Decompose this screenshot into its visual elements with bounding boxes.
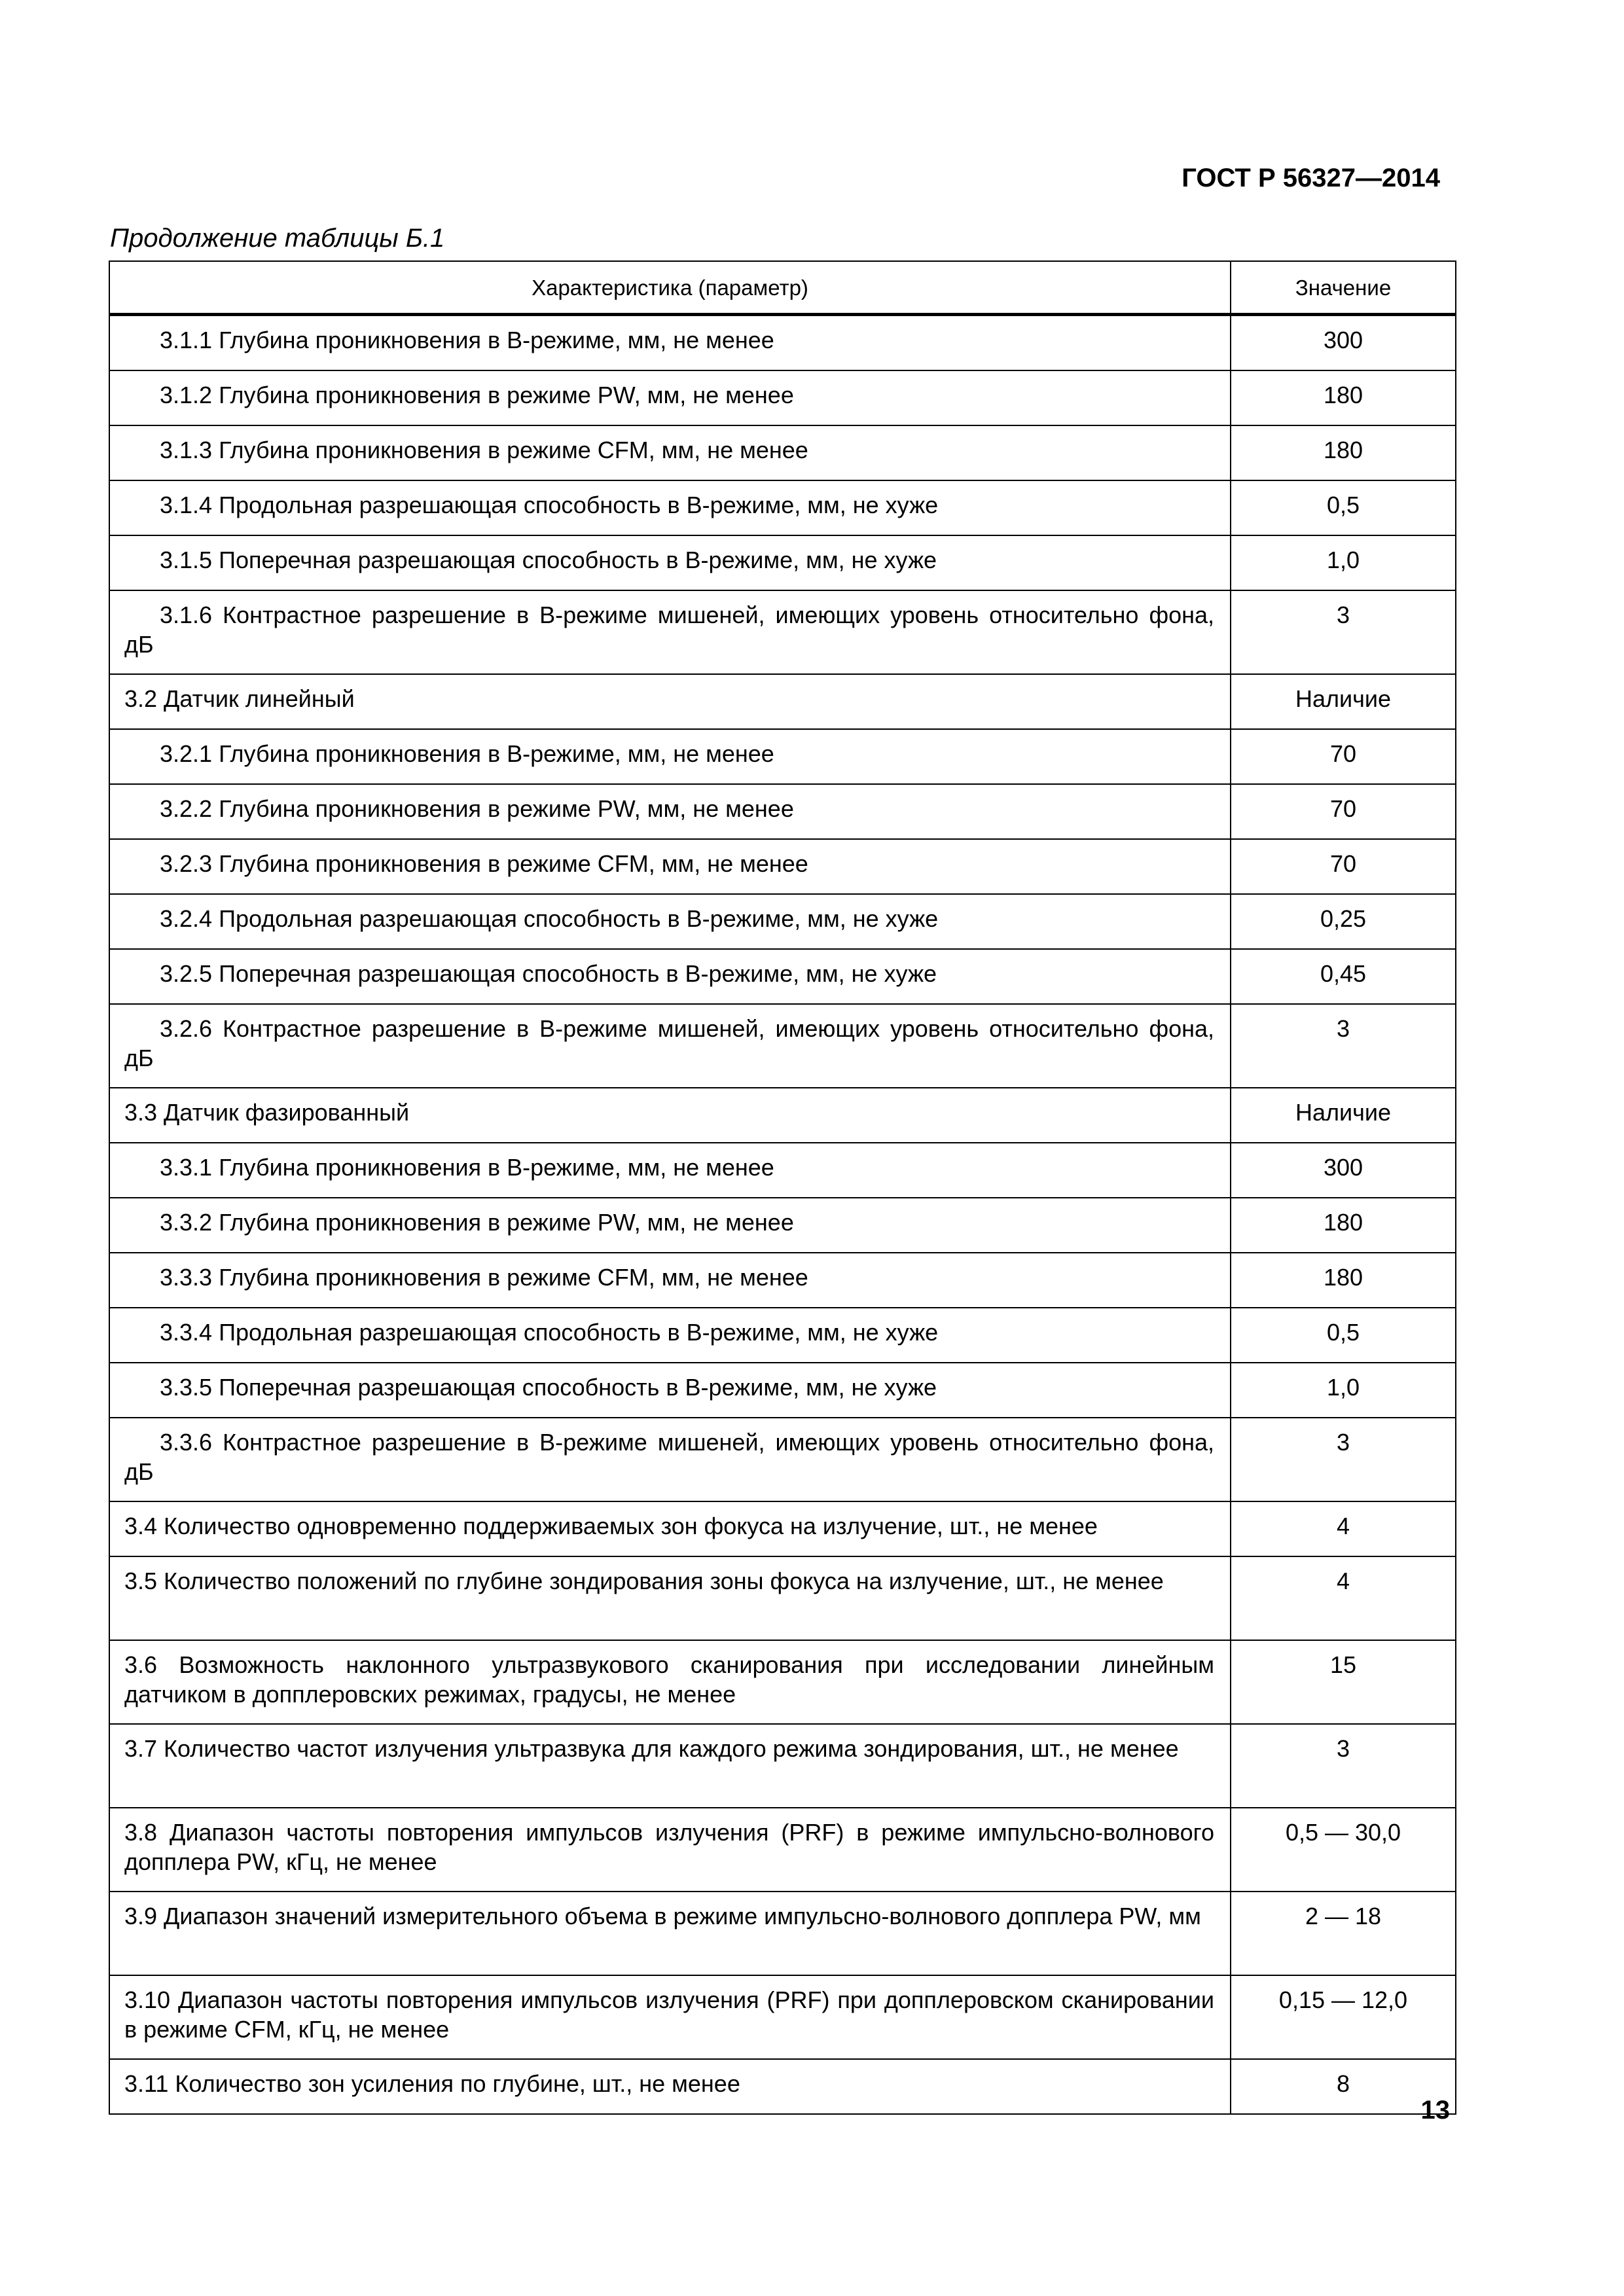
value-cell: 0,5 [1231,480,1456,535]
table-row [109,590,1456,674]
param-cell: 3.2.2 Глубина проникновения в режиме PW, мм, не менее [109,784,1231,839]
value-cell: 70 [1231,839,1456,894]
param-cell: 3.1.6 Контрастное разрешение в В-режиме мишеней, имеющих уровень относительно фона, дБ [109,590,1231,674]
value-cell: 8 [1231,2059,1456,2114]
value-cell: 0,45 [1231,949,1456,1004]
table-row [109,949,1456,1004]
table-row [109,370,1456,425]
value-cell: 0,15 — 12,0 [1231,1975,1456,2059]
table-header-row [109,261,1456,315]
value-cell: 180 [1231,1198,1456,1253]
param-cell: 3.9 Диапазон значений измерительного объема в режиме импульсно-волнового допплера PW, мм [109,1892,1231,1975]
value-cell: 1,0 [1231,1363,1456,1418]
param-cell: 3.1.5 Поперечная разрешающая способность в В-режиме, мм, не хуже [109,535,1231,590]
param-cell: 3.1.4 Продольная разрешающая способность в В-режиме, мм, не хуже [109,480,1231,535]
param-cell: 3.6 Возможность наклонного ультразвукового сканирования при исследовании линейным датчиком в допплеровских режимах, градусы, не менее [109,1640,1231,1724]
column-header-parameter: Характеристика (параметр) [109,261,1231,315]
param-cell: 3.5 Количество положений по глубине зондирования зоны фокуса на излучение, шт., не менее [109,1556,1231,1640]
param-cell: 3.2.4 Продольная разрешающая способность в В-режиме, мм, не хуже [109,894,1231,949]
table-row [109,1308,1456,1363]
table-row [109,535,1456,590]
table-row [109,1724,1456,1808]
table-caption: Продолжение таблицы Б.1 [110,224,445,253]
value-cell: 180 [1231,370,1456,425]
table-row [109,784,1456,839]
table-row [109,480,1456,535]
table-row [109,2059,1456,2114]
standard-number: ГОСТ Р 56327—2014 [1182,164,1440,192]
page-number: 13 [1420,2096,1450,2125]
table-row [109,1640,1456,1724]
param-cell: 3.3.4 Продольная разрешающая способность в В-режиме, мм, не хуже [109,1308,1231,1363]
table-row [109,425,1456,480]
param-cell: 3.4 Количество одновременно поддерживаемых зон фокуса на излучение, шт., не менее [109,1501,1231,1556]
value-cell: 0,5 — 30,0 [1231,1808,1456,1892]
value-cell: 70 [1231,784,1456,839]
param-cell: 3.2.5 Поперечная разрешающая способность в В-режиме, мм, не хуже [109,949,1231,1004]
value-cell: 1,0 [1231,535,1456,590]
table-row [109,1253,1456,1308]
param-cell: 3.3.1 Глубина проникновения в В-режиме, мм, не менее [109,1143,1231,1198]
param-cell: 3.3.3 Глубина проникновения в режиме CFM, мм, не менее [109,1253,1231,1308]
value-cell: 300 [1231,315,1456,371]
value-cell: 70 [1231,729,1456,784]
param-cell: 3.2.3 Глубина проникновения в режиме CFM, мм, не менее [109,839,1231,894]
value-cell: 0,25 [1231,894,1456,949]
value-cell: 15 [1231,1640,1456,1724]
table-row [109,315,1456,371]
table-row [109,894,1456,949]
table-row [109,839,1456,894]
param-cell: 3.3.2 Глубина проникновения в режиме PW, мм, не менее [109,1198,1231,1253]
param-cell: 3.2 Датчик линейный [109,674,1231,729]
param-cell: 3.10 Диапазон частоты повторения импульсов излучения (PRF) при допплеровском сканировании в режиме CFM, кГц, не менее [109,1975,1231,2059]
value-cell: 3 [1231,1004,1456,1088]
param-cell: 3.2.6 Контрастное разрешение в В-режиме мишеней, имеющих уровень относительно фона, дБ [109,1004,1231,1088]
param-cell: 3.2.1 Глубина проникновения в В-режиме, мм, не менее [109,729,1231,784]
value-cell: Наличие [1231,674,1456,729]
table-row [109,1088,1456,1143]
table-row [109,1501,1456,1556]
param-cell: 3.8 Диапазон частоты повторения импульсов излучения (PRF) в режиме импульсно-волнового допплера PW, кГц, не менее [109,1808,1231,1892]
param-cell: 3.3 Датчик фазированный [109,1088,1231,1143]
value-cell: 2 — 18 [1231,1892,1456,1975]
value-cell: 4 [1231,1556,1456,1640]
table-row [109,1556,1456,1640]
value-cell: Наличие [1231,1088,1456,1143]
spec-table [109,260,1456,2115]
param-cell: 3.3.6 Контрастное разрешение в В-режиме мишеней, имеющих уровень относительно фона, дБ [109,1418,1231,1501]
param-cell: 3.7 Количество частот излучения ультразвука для каждого режима зондирования, шт., не менее [109,1724,1231,1808]
param-cell: 3.11 Количество зон усиления по глубине, шт., не менее [109,2059,1231,2114]
value-cell: 300 [1231,1143,1456,1198]
value-cell: 3 [1231,590,1456,674]
value-cell: 180 [1231,1253,1456,1308]
table-row [109,1808,1456,1892]
table-row [109,1004,1456,1088]
value-cell: 0,5 [1231,1308,1456,1363]
param-cell: 3.3.5 Поперечная разрешающая способность в В-режиме, мм, не хуже [109,1363,1231,1418]
table-row [109,1143,1456,1198]
column-header-value: Значение [1231,261,1456,315]
table-row [109,674,1456,729]
table-row [109,1418,1456,1501]
value-cell: 4 [1231,1501,1456,1556]
param-cell: 3.1.1 Глубина проникновения в В-режиме, мм, не менее [109,315,1231,371]
param-cell: 3.1.2 Глубина проникновения в режиме PW, мм, не менее [109,370,1231,425]
table-row [109,1975,1456,2059]
value-cell: 3 [1231,1724,1456,1808]
table-row [109,1892,1456,1975]
table-row [109,729,1456,784]
param-cell: 3.1.3 Глубина проникновения в режиме CFM, мм, не менее [109,425,1231,480]
value-cell: 3 [1231,1418,1456,1501]
value-cell: 180 [1231,425,1456,480]
table-row [109,1198,1456,1253]
table-row [109,1363,1456,1418]
